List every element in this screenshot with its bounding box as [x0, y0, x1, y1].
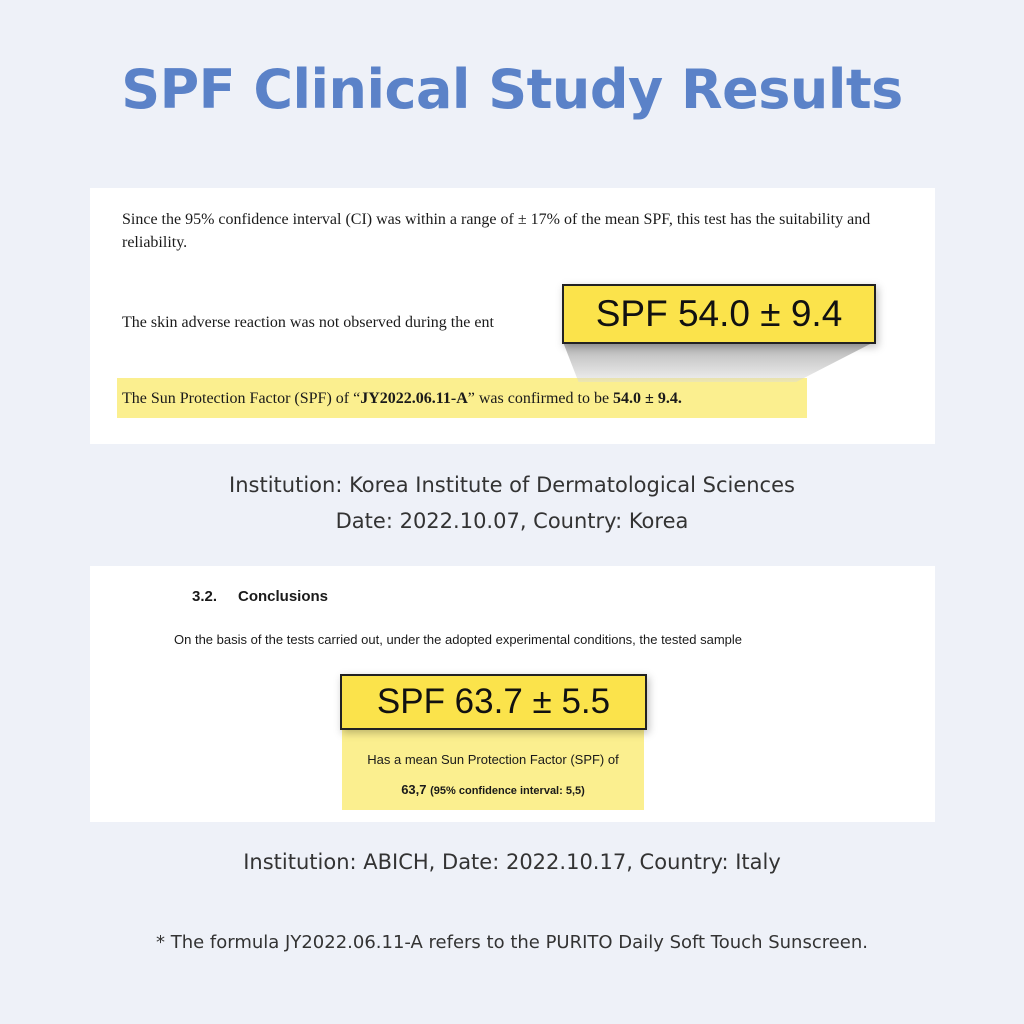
spf-result-highlight-italy	[342, 728, 644, 810]
spf-result-sentence	[122, 387, 682, 410]
formula-code: JY2022.06.11-A	[360, 390, 468, 407]
conclusions-paragraph: On the basis of the tests carried out, under the adopted experimental conditions, the tested sample	[174, 632, 743, 647]
spf-result-highlight	[117, 378, 807, 418]
study-document-korea	[90, 188, 935, 444]
conclusions-heading	[192, 588, 328, 605]
institution-caption-korea: Institution: Korea Institute of Dermatological Sciences	[229, 473, 795, 497]
confidence-interval: (95% confidence interval: 5,5)	[430, 785, 585, 797]
date-caption-korea: Date: 2022.10.07, Country: Korea	[335, 509, 689, 533]
footnote: * The formula JY2022.06.11-A refers to the PURITO Daily Soft Touch Sunscreen.	[155, 932, 868, 953]
mean-spf-line: Has a mean Sun Protection Factor (SPF) of	[367, 752, 619, 767]
result-mid: ” was confirmed to be	[467, 390, 614, 407]
page-title: SPF Clinical Study Results	[121, 58, 903, 121]
mean-spf-value-line	[342, 782, 644, 797]
result-value: 54.0 ± 9.4.	[613, 390, 682, 407]
heading-number: 3.2.	[192, 588, 218, 605]
mean-spf-value: 63,7	[401, 782, 427, 797]
result-prefix: The Sun Protection Factor (SPF) of “	[122, 390, 361, 407]
spf-callout-italy: SPF 63.7 ± 5.5	[340, 674, 647, 730]
spf-callout-korea: SPF 54.0 ± 9.4	[562, 284, 876, 344]
callout-shadow	[563, 342, 874, 382]
study-document-italy	[90, 566, 935, 822]
heading-text: Conclusions	[238, 588, 329, 605]
confidence-interval-paragraph: Since the 95% confidence interval (CI) was within a range of ± 17% of the mean SPF, this test has the suitability and reliability.	[122, 211, 871, 251]
institution-caption-italy: Institution: ABICH, Date: 2022.10.17, Country: Italy	[243, 850, 781, 874]
adverse-reaction-paragraph: The skin adverse reaction was not observed during the ent	[122, 314, 494, 331]
